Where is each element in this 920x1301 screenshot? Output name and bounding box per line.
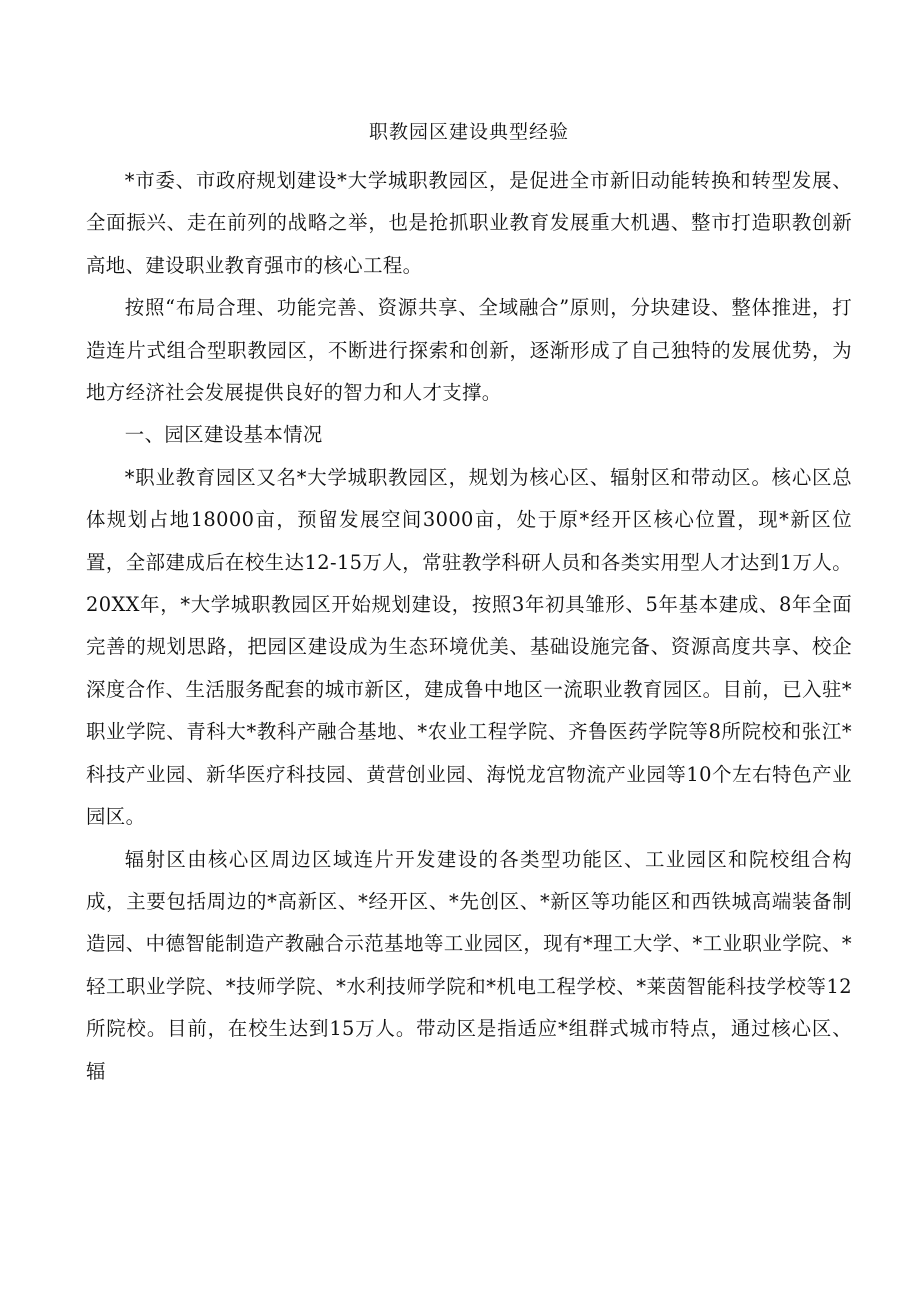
document-title: 职教园区建设典型经验 (368, 121, 569, 143)
section-heading-1: 一、园区建设基本情况 (124, 423, 323, 447)
section-1-paragraph-1: *职业教育园区又名*大学城职教园区，规划为核心区、辐射区和带动区。核心区总体规划占地18000亩，预留发展空间3000亩，处于原*经开区核心位置，现*新区位置，全部建成后在校生达12-15万人，常驻教学科研人员和各类实用型人才达到1万人。20XX年，*大学城职教园区开始规划建设，按照3年初具雏形、5年基本建成、8年全面完善的规划思路，把园区建设成为生态环境优美、基础设施完备、资源高度共享、校企深度合作、生活服务配套的城市新区，建成鲁中地区一流职业教育园区。目前，已入驻*职业学院、青科大*教科产融合基地、*农业工程学院、齐鲁医药学院等8所院校和张江*科技产业园、新华医疗科技园、黄营创业园、海悦龙宫物流产业园等10个左右特色产业园区。 (86, 465, 852, 829)
intro-paragraph-1: *市委、市政府规划建设*大学城职教园区，是促进全市新旧动能转换和转型发展、全面振兴、走在前列的战略之举，也是抢抓职业教育发展重大机遇、整市打造职教创新高地、建设职业教育强市的核心工程。 (86, 169, 852, 277)
document-page (86, 118, 852, 1093)
intro-paragraph-2: 按照“布局合理、功能完善、资源共享、全域融合”原则，分块建设、整体推进，打造连片式组合型职教园区，不断进行探索和创新，逐渐形成了自己独特的发展优势，为地方经济社会发展提供良好的智力和人才支撑。 (86, 296, 852, 405)
section-1-paragraph-2: 辐射区由核心区周边区域连片开发建设的各类型功能区、工业园区和院校组合构成，主要包括周边的*高新区、*经开区、*先创区、*新区等功能区和西铁城高端装备制造园、中德智能制造产教融合示范基地等工业园区，现有*理工大学、*工业职业学院、*轻工职业学院、*技师学院、*水利技师学院和*机电工程学校、*莱茵智能科技学校等12所院校。目前，在校生达到15万人。带动区是指适应*组群式城市特点，通过核心区、辐 (86, 847, 852, 1083)
